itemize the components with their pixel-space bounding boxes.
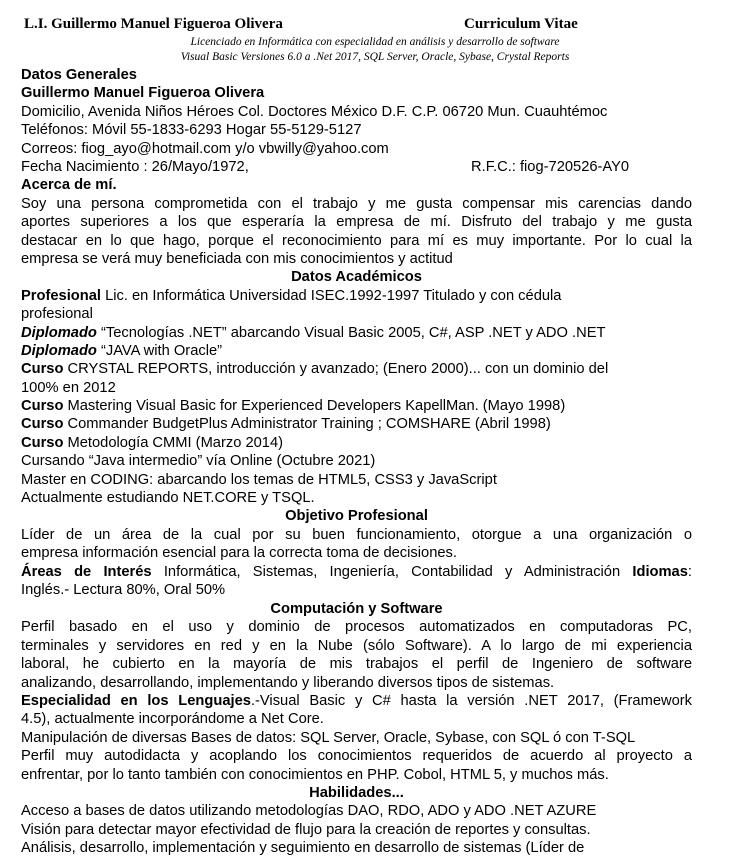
fecha-nacimiento: Fecha Nacimiento : 26/Mayo/1972, — [21, 158, 249, 175]
perfil-line: Perfil muy autodidacta y acoplando los conocimientos requeridos de acuerdo al proyecto a — [21, 748, 692, 765]
curso-line-2: 100% en 2012 — [21, 379, 116, 396]
curso-text: Commander BudgetPlus Administrator Training ; COMSHARE (Abril 1998) — [63, 416, 551, 433]
full-name: Guillermo Manuel Figueroa Olivera — [21, 85, 265, 102]
correos: Correos: fiog_ayo@hotmail.com y/o vbwilly@yahoo.com — [21, 140, 389, 157]
section-heading-habilidades: Habilidades... — [309, 784, 404, 801]
master-line: Master en CODING: abarcando los temas de HTML5, CSS3 y JavaScript — [21, 471, 497, 488]
profesional-line-2: profesional — [21, 306, 93, 323]
idiomas-text: Inglés.- Lectura 80%, Oral 50% — [21, 582, 226, 599]
section-heading-computacion: Computación y Software — [270, 600, 443, 617]
computacion-line: laboral, he cubierto en la mayoría de mis trabajos el perfil de Ingeniero de software — [21, 656, 692, 673]
idiomas-label: Idiomas — [632, 563, 688, 580]
bases-line: Manipulación de diversas Bases de datos: SQL Server, Oracle, Sybase, con SQL ó con T-SQL — [21, 729, 636, 746]
habilidad-line: Visión para detectar mayor efectividad de flujo para la creación de reportes y consultas. — [21, 821, 591, 838]
diplomado-label: Diplomado — [21, 324, 97, 341]
acerca-line: empresa se verá muy beneficiada con mis conocimientos y actitud — [21, 250, 453, 267]
objetivo-line: Líder de un área de la cual por su buen funcionamiento, otorgue a una organización o — [21, 526, 692, 543]
section-heading-acerca: Acerca de mí. — [21, 177, 117, 194]
domicilio: Domicilio, Avenida Niños Héroes Col. Doctores México D.F. C.P. 06720 Mun. Cuauhtémoc — [21, 103, 608, 120]
curso-label: Curso — [21, 416, 64, 433]
computacion-line: Perfil basado en el uso y dominio de procesos automatizados en computadoras PC, — [21, 619, 692, 636]
telefonos: Teléfonos: Móvil 55-1833-6293 Hogar 55-5129-5127 — [21, 122, 362, 139]
profesional-text: Lic. en Informática Universidad ISEC.1992-1997 Titulado y con cédula — [101, 287, 562, 304]
section-heading-objetivo: Objetivo Profesional — [285, 508, 428, 525]
lenguajes-line-2: 4.5), actualmente incorporándome a Net Core. — [21, 711, 324, 728]
diplomado-line — [21, 324, 692, 342]
lenguajes-label: Especialidad en los Lenguajes — [21, 692, 251, 709]
curso-label: Curso — [21, 361, 64, 378]
acerca-line: destacar en lo que hago, porque el reconocimiento para mí es muy importante. Por lo cual la — [21, 232, 692, 249]
diplomado-text: “Tecnologías .NET” abarcando Visual Basic 2005, C#, ASP .NET y ADO .NET — [96, 324, 606, 341]
curso-label: Curso — [21, 398, 64, 415]
computacion-line: terminales y servidores en red y en la Nube (sólo Software). A lo largo de mi experiencia — [21, 637, 692, 654]
profesional-line — [21, 287, 692, 305]
cv-body — [21, 66, 692, 858]
areas-text: Informática, Sistemas, Ingeniería, Contabilidad y Administración — [151, 563, 633, 580]
curso-text: Metodología CMMI (Marzo 2014) — [63, 434, 284, 451]
lenguajes-text: .-Visual Basic y C# hasta la versión .NET 2017, (Framework — [250, 692, 692, 709]
curso-line — [21, 434, 692, 452]
acerca-line: aportes superiores a los que esperaría la empresa de mí. Disfruto del trabajo y me gusta — [21, 214, 692, 231]
header-name: L.I. Guillermo Manuel Figueroa Olivera — [24, 16, 283, 32]
lenguajes-line — [21, 692, 692, 710]
profesional-label: Profesional — [21, 287, 101, 304]
diplomado-label: Diplomado — [21, 342, 97, 359]
header-subtitle-1: Licenciado en Informática con especialidad en análisis y desarrollo de software — [190, 36, 560, 48]
areas-label: Áreas de Interés — [21, 563, 152, 580]
idiomas-colon: : — [687, 563, 692, 580]
areas-line — [21, 563, 692, 581]
nacimiento-row — [21, 158, 692, 176]
curso-text: CRYSTAL REPORTS, introducción y avanzado; (Enero 2000)... con un dominio del — [63, 361, 609, 378]
acerca-line: Soy una persona comprometida con el trabajo y me gusta compensar mis carencias dando — [21, 195, 692, 212]
curso-text: Mastering Visual Basic for Experienced Developers KapellMan. (Mayo 1998) — [63, 398, 566, 415]
computacion-line: analizando, desarrollando, implementando y liberando diversos tipos de sistemas. — [21, 674, 555, 691]
header-subtitle-2: Visual Basic Versiones 6.0 a .Net 2017, SQL Server, Oracle, Sybase, Crystal Reports — [180, 51, 570, 63]
curso-line — [21, 415, 692, 433]
cursando-line: Cursando “Java intermedio” vía Online (Octubre 2021) — [21, 453, 376, 470]
header-cv-title: Curriculum Vitae — [464, 16, 578, 32]
objetivo-line: empresa información esencial para la correcta toma de decisiones. — [21, 545, 457, 562]
section-heading-academicos: Datos Académicos — [291, 269, 422, 286]
section-heading-generales: Datos Generales — [21, 67, 137, 83]
actual-line: Actualmente estudiando NET.CORE y TSQL. — [21, 490, 315, 507]
curso-line — [21, 397, 692, 415]
habilidad-line: Análisis, desarrollo, implementación y seguimiento en desarrollo de sistemas (Líder de — [21, 840, 585, 857]
habilidad-line: Acceso a bases de datos utilizando metodologías DAO, RDO, ADO y ADO .NET AZURE — [21, 803, 597, 820]
curso-line — [21, 360, 692, 378]
rfc: R.F.C.: fiog-720526-AY0 — [471, 158, 630, 175]
perfil-line: enfrentar, por lo tanto también con conocimientos en PHP. Cobol, HTML 5, y muchos más. — [21, 766, 609, 783]
diplomado-text: “JAVA with Oracle” — [96, 342, 223, 359]
diplomado-line — [21, 342, 692, 360]
curso-label: Curso — [21, 434, 64, 451]
